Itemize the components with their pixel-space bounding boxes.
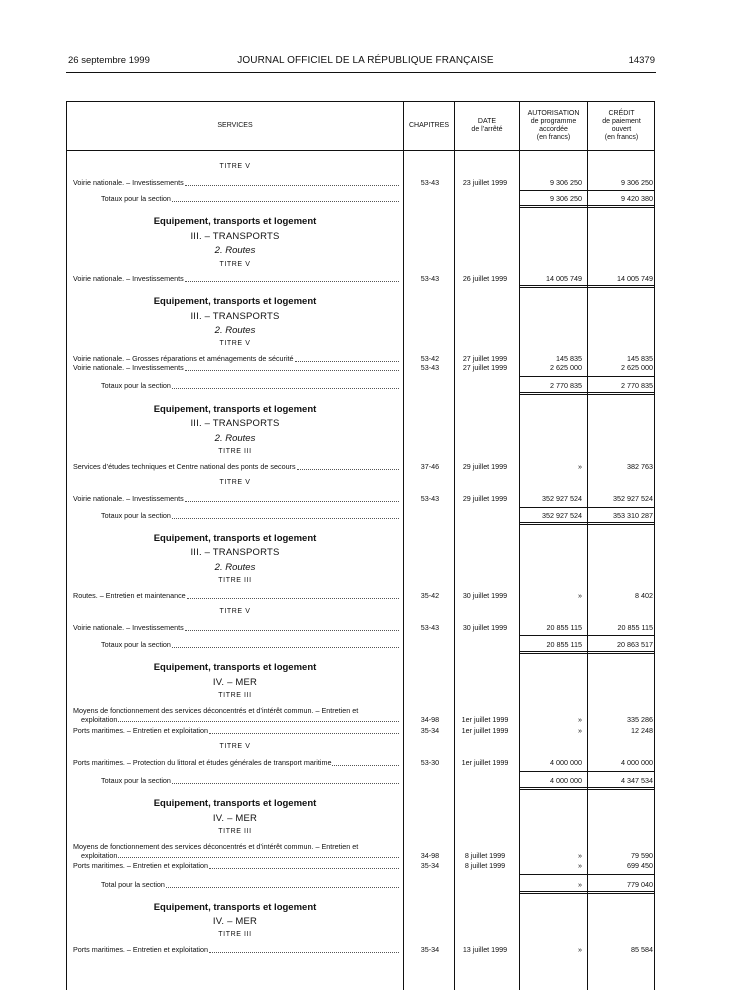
ministry-heading: Equipement, transports et logement [153,798,317,809]
titre-heading: TITRE V [219,743,251,750]
row-autorisation: 4 000 000 [550,758,582,767]
row-service: Ports maritimes. – Entretien et exploitation [73,861,209,870]
row-service: Ports maritimes. – Entretien et exploitation [73,726,209,735]
section-heading: III. – TRANSPORTS [190,547,280,558]
row-credit: 14 005 749 [617,274,653,283]
table-row [67,591,655,601]
row-credit: 353 310 287 [613,511,653,520]
row-service-line2: exploitation [81,851,118,860]
row-service: Ports maritimes. – Entretien et exploitation [73,945,209,954]
section-heading: III. – TRANSPORTS [190,418,280,429]
ministry-heading: Equipement, transports et logement [153,404,317,415]
total-double-rule [520,285,655,288]
table-row [67,726,655,736]
total-rule [520,376,655,377]
table-row [67,274,655,284]
table-row [67,758,655,768]
row-date: 8 juillet 1999 [464,861,506,870]
total-rule [520,190,655,191]
row-date: 13 juillet 1999 [462,945,508,954]
total-double-rule [520,392,655,395]
row-chapitre: 35-34 [420,726,440,735]
col-header-credit: CRÉDIT de paiement ouvert (en francs) [602,110,641,141]
row-autorisation: » [578,726,582,735]
total-double-rule [520,787,655,790]
row-chapitre: 35-34 [420,861,440,870]
row-credit: 20 855 115 [617,623,653,632]
row-credit: 79 590 [631,851,653,860]
row-date: 1er juillet 1999 [461,715,509,724]
row-autorisation: » [578,715,582,724]
total-row [67,511,655,521]
total-rule [520,635,655,636]
row-autorisation: 145 835 [556,354,582,363]
row-service: Services d’études techniques et Centre national des ponts de secours [73,462,296,471]
col-header-services: SERVICES [217,122,253,129]
total-row [67,194,655,204]
total-rule [520,771,655,772]
header-row-rule [67,150,654,151]
ministry-heading: Equipement, transports et logement [153,216,317,227]
row-autorisation: 14 005 749 [546,274,582,283]
row-chapitre: 53-43 [420,363,440,372]
row-autorisation: » [578,945,582,954]
row-credit: 699 450 [627,861,653,870]
row-autorisation: » [578,861,582,870]
row-service: Voirie nationale. – Investissements [73,623,184,632]
row-service: Voirie nationale. – Investissements [73,494,184,503]
row-chapitre: 35-34 [420,945,440,954]
section-heading: III. – TRANSPORTS [190,231,280,242]
table-row [67,623,655,633]
row-autorisation: 20 855 115 [546,640,582,649]
row-chapitre: 53-42 [420,354,440,363]
journal-title: JOURNAL OFFICIEL DE LA RÉPUBLIQUE FRANÇAISE [237,55,494,66]
row-autorisation: 2 770 835 [550,381,582,390]
chapter-heading: 2. Routes [214,325,256,336]
row-date: 26 juillet 1999 [462,274,508,283]
row-date: 1er juillet 1999 [461,758,509,767]
row-credit: 9 420 380 [621,194,653,203]
ministry-heading: Equipement, transports et logement [153,902,317,913]
row-autorisation: » [578,851,582,860]
row-date: 29 juillet 1999 [462,462,508,471]
row-autorisation: 20 855 115 [546,623,582,632]
row-chapitre: 34-98 [420,851,440,860]
row-credit: 12 248 [631,726,653,735]
table-row [67,494,655,504]
row-credit: 85 584 [631,945,653,954]
titre-heading: TITRE V [219,163,251,170]
total-row [67,381,655,391]
page-date: 26 septembre 1999 [68,55,150,66]
titre-heading: TITRE V [219,340,251,347]
total-double-rule [520,891,655,894]
col-header-date: DATE de l’arrêté [471,118,503,133]
table-row [67,861,655,871]
row-date: 30 juillet 1999 [462,591,508,600]
row-autorisation: » [578,591,582,600]
total-double-rule [520,205,655,208]
row-autorisation: 352 927 524 [542,511,582,520]
section-heading: IV. – MER [212,677,258,688]
row-service-line1: Moyens de fonctionnement des services déconcentrés et d’intérêt commun. – Entretien et [73,842,359,851]
titre-heading: TITRE III [218,577,252,584]
row-service: Voirie nationale. – Investissements [73,274,184,283]
chapter-heading: 2. Routes [214,433,256,444]
row-service: Total pour la section [101,880,165,889]
total-double-rule [520,651,655,654]
table-row [67,178,655,188]
row-chapitre: 53-30 [420,758,440,767]
ministry-heading: Equipement, transports et logement [153,662,317,673]
table-row [67,842,655,860]
row-credit: 2 770 835 [621,381,653,390]
row-chapitre: 53-43 [420,178,440,187]
row-service: Ports maritimes. – Protection du littoral et études générales de transport maritime [73,758,332,767]
col-header-autorisation: AUTORISATION de programme accordée (en francs) [527,110,580,141]
credits-table [66,101,655,990]
row-autorisation: » [578,880,582,889]
row-credit: 4 000 000 [621,758,653,767]
row-date: 30 juillet 1999 [462,623,508,632]
row-autorisation: 2 625 000 [550,363,582,372]
row-chapitre: 37-46 [420,462,440,471]
row-credit: 335 286 [627,715,653,724]
row-autorisation: 352 927 524 [542,494,582,503]
row-date: 27 juillet 1999 [462,363,508,372]
table-row [67,945,655,955]
chapter-heading: 2. Routes [214,562,256,573]
table-row [67,363,655,373]
row-credit: 352 927 524 [613,494,653,503]
table-row [67,462,655,472]
total-row [67,776,655,786]
row-credit: 2 625 000 [621,363,653,372]
titre-heading: TITRE V [219,479,251,486]
row-service: Totaux pour la section [101,640,171,649]
row-service: Totaux pour la section [101,776,171,785]
ministry-heading: Equipement, transports et logement [153,533,317,544]
titre-heading: TITRE III [218,828,252,835]
titre-heading: TITRE III [218,692,252,699]
row-service: Totaux pour la section [101,194,171,203]
row-credit: 382 763 [627,462,653,471]
row-date: 29 juillet 1999 [462,494,508,503]
row-chapitre: 34-98 [420,715,440,724]
section-heading: IV. – MER [212,813,258,824]
total-row [67,640,655,650]
row-chapitre: 53-43 [420,494,440,503]
titre-heading: TITRE V [219,261,251,268]
titre-heading: TITRE III [218,448,252,455]
row-chapitre: 53-43 [420,623,440,632]
row-service: Totaux pour la section [101,381,171,390]
header-rule [66,72,656,73]
row-autorisation: 9 306 250 [550,194,582,203]
row-credit: 145 835 [627,354,653,363]
row-autorisation: 4 000 000 [550,776,582,785]
ministry-heading: Equipement, transports et logement [153,296,317,307]
section-heading: IV. – MER [212,916,258,927]
row-date: 23 juillet 1999 [462,178,508,187]
row-service-line2: exploitation [81,715,118,724]
row-service: Routes. – Entretien et maintenance [73,591,186,600]
row-service: Voirie nationale. – Investissements [73,178,184,187]
titre-heading: TITRE V [219,608,251,615]
total-rule [520,507,655,508]
row-autorisation: » [578,462,582,471]
total-double-rule [520,522,655,525]
col-header-chapitres: CHAPITRES [408,122,450,129]
row-credit: 9 306 250 [621,178,653,187]
row-chapitre: 53-43 [420,274,440,283]
row-credit: 8 402 [635,591,653,600]
total-row [67,880,655,890]
row-chapitre: 35-42 [420,591,440,600]
row-service: Voirie nationale. – Grosses réparations et aménagements de sécurité [73,354,294,363]
titre-heading: TITRE III [218,931,252,938]
section-heading: III. – TRANSPORTS [190,311,280,322]
row-credit: 779 040 [627,880,653,889]
row-autorisation: 9 306 250 [550,178,582,187]
chapter-heading: 2. Routes [214,245,256,256]
table-row [67,706,655,724]
row-service: Totaux pour la section [101,511,171,520]
row-date: 27 juillet 1999 [462,354,508,363]
row-credit: 20 863 517 [617,640,653,649]
row-service-line1: Moyens de fonctionnement des services déconcentrés et d’intérêt commun. – Entretien et [73,706,359,715]
page-number: 14379 [628,55,655,66]
row-credit: 4 347 534 [621,776,653,785]
row-date: 8 juillet 1999 [464,851,506,860]
row-date: 1er juillet 1999 [461,726,509,735]
total-rule [520,874,655,875]
row-service: Voirie nationale. – Investissements [73,363,184,372]
